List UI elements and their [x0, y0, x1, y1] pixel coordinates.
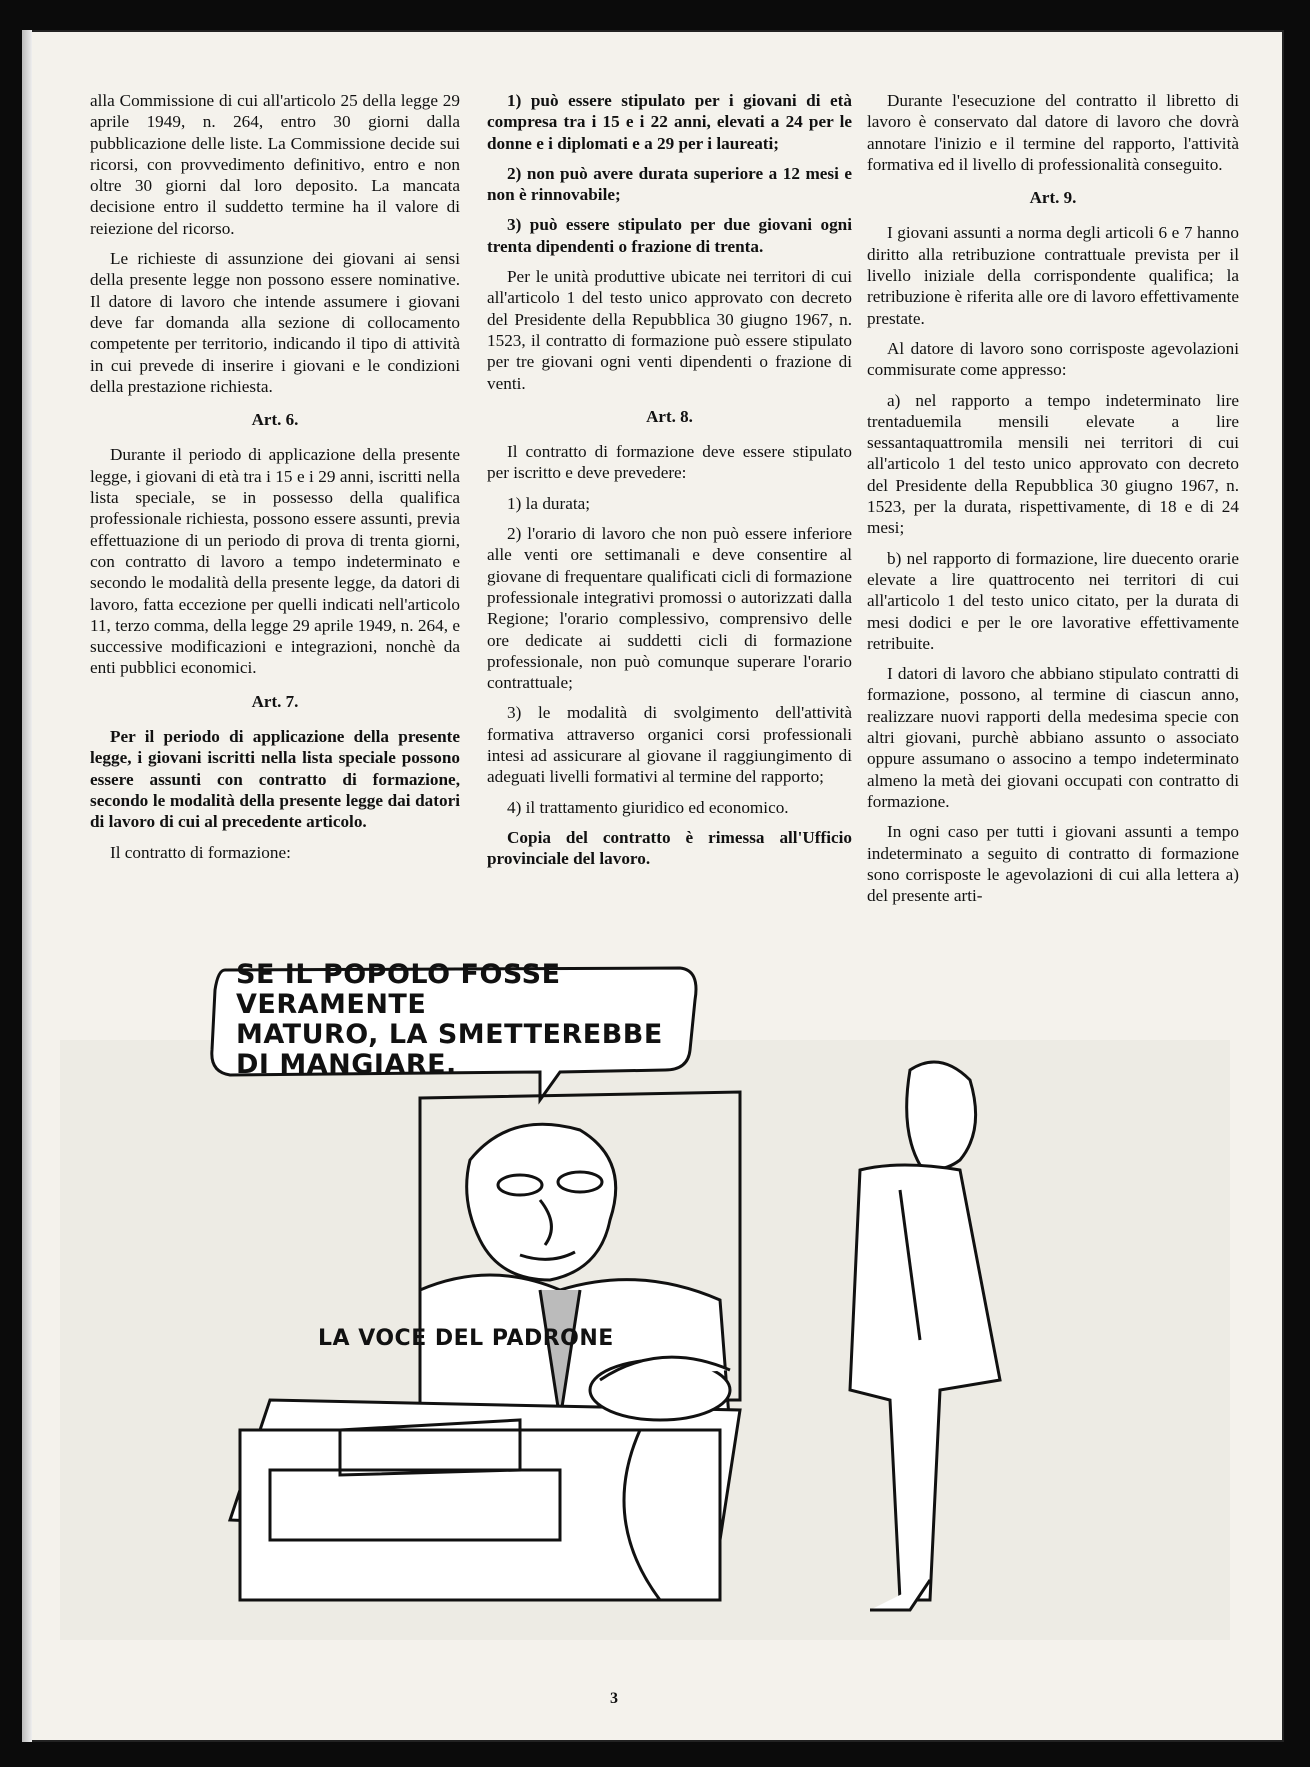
article-heading: Art. 8. — [646, 406, 693, 426]
paragraph: Durante il periodo di applicazione della presente legge, i giovani di età tra i 15 e i 29 anni, iscritti nella lista speciale, se in possesso della qualifica professionale richiesta, possono essere assunti, previa effettuazione di un periodo di prova di trenta giorni, con contratto di lavoro a tempo indeterminato e secondo le modalità della presente legge, da datori di lavoro, fatta eccezione per quelli indicati nell'articolo 11, terzo comma, della legge 29 aprile 1949, n. 264, e successive modificazioni e integrazioni, nonchè da enti pubblici economici. — [90, 445, 460, 678]
text-column-3 — [867, 90, 1239, 915]
speech-line: SE IL POPOLO FOSSE VERAMENTE — [236, 959, 561, 1020]
paragraph: In ogni caso per tutti i giovani assunti a tempo indeterminato a seguito di contratto di formazione sono corrisposte le agevolazioni di cui alla lettera a) del presente arti- — [867, 822, 1239, 906]
paragraph: 2) l'orario di lavoro che non può essere inferiore alle venti ore settimanali e deve consentire al giovane di frequentare qualificati cicli di formazione professionale integrativi promossi o autorizzati dalla Regione; l'orario complessivo, comprensivo delle ore dedicate ai suddetti cicli di formazione professionale, non può comunque superare l'orario contrattuale; — [487, 524, 852, 693]
paragraph: Il contratto di formazione: — [110, 842, 291, 862]
paragraph: Al datore di lavoro sono corrisposte agevolazioni commisurate come appresso: — [867, 338, 1239, 380]
desk-label: LA VOCE DEL PADRONE — [318, 1326, 614, 1351]
paragraph: Il contratto di formazione deve essere stipulato per iscritto e deve prevedere: — [487, 442, 852, 483]
speech-bubble-text — [236, 960, 676, 1080]
paragraph: 3) può essere stipulato per due giovani ogni trenta dipendenti o frazione di trenta. — [487, 215, 852, 256]
paragraph: a) nel rapporto a tempo indeterminato lire trentaduemila mensili elevate a lire sessantaquattromila mensili nei territori di cui all'articolo 1 del testo unico approvato con decreto del Presidente della Repubblica 30 giugno 1967, n. 1523, per la durata, rispettivamente, di 18 e di 24 mesi; — [867, 390, 1239, 538]
paragraph: 4) il trattamento giuridico ed economico. — [507, 797, 789, 817]
article-heading: Art. 7. — [251, 691, 299, 711]
paragraph: 2) non può avere durata superiore a 12 mesi e non è rinnovabile; — [487, 163, 852, 205]
paragraph: alla Commissione di cui all'articolo 25 della legge 29 aprile 1949, n. 264, entro 30 giorni dalla pubblicazione delle liste. La Commissione decide sui ricorsi, con provvedimento definitivo, entro e non oltre 30 giorni dal loro deposito. La mancata decisione entro il suddetto termine ha il valore di reiezione del ricorso. — [90, 91, 460, 238]
paragraph: b) nel rapporto di formazione, lire duecento orarie elevate a lire quattrocento nei territori di cui all'articolo 1 del testo unico citato, per la durata di mesi dodici e per le ore lavorative effettivamente retribuite. — [867, 548, 1239, 653]
paragraph: Per le unità produttive ubicate nei territori di cui all'articolo 1 del testo unico approvato con decreto del Presidente della Repubblica 30 giugno 1967, n. 1523, il contratto di formazione può essere stipulato per tre giovani ogni venti dipendenti o frazione di venti. — [487, 267, 852, 393]
desk — [230, 1400, 740, 1600]
speech-line: MATURO, LA SMETTEREBBE — [236, 1019, 663, 1050]
article-heading: Art. 6. — [251, 410, 299, 430]
speech-line: DI MANGIARE. — [236, 1049, 457, 1080]
paragraph: Per il periodo di applicazione della presente legge, i giovani iscritti nella lista speciale possono essere assunti con contratto di formazione, secondo le modalità della presente legge dai datori di lavoro di cui al precedente articolo. — [90, 727, 460, 832]
paragraph: I datori di lavoro che abbiano stipulato contratti di formazione, possono, al termine di ciascun anno, realizzare nuovi rapporti della medesima specie con altri giovani, purchè abbiano assunto o associato oppure assumano o associno a tempo indeterminato almeno la metà dei giovani occupati con contratto di formazione. — [867, 664, 1239, 811]
paragraph: Durante l'esecuzione del contratto il libretto di lavoro è conservato dal datore di lavoro che dovrà annotare l'inizio e il termine del rapporto, l'attività formativa ed il livello di professionalità conseguito. — [867, 91, 1239, 174]
article-heading: Art. 9. — [1029, 188, 1077, 208]
paragraph: Copia del contratto è rimessa all'Ufficio provinciale del lavoro. — [487, 827, 852, 869]
paragraph: 3) le modalità di svolgimento dell'attività formativa attraverso organici corsi professionali intesi ad assicurare al giovane il raggiungimento di adeguati livelli formativi al termine del rapporto; — [487, 703, 852, 787]
text-column-2 — [487, 90, 852, 879]
text-column-1 — [90, 90, 460, 872]
paragraph: 1) può essere stipulato per i giovani di età compresa tra i 15 e i 22 anni, elevati a 24 per le donne e i diplomati e a 29 per i laureati; — [487, 91, 852, 153]
page-number: 3 — [610, 1690, 618, 1707]
paragraph: 1) la durata; — [507, 493, 591, 513]
paragraph: Le richieste di assunzione dei giovani ai sensi della presente legge non possono essere nominative. Il datore di lavoro che intende assumere i giovani deve far domanda alla sezione di collocamento competente per territorio, indicando il tipo di attività in cui prevede di inserire i giovani e le condizioni della prestazione richiesta. — [90, 249, 460, 396]
paragraph: I giovani assunti a norma degli articoli 6 e 7 hanno diritto alla retribuzione contrattuale prevista per il livello iniziale della corrispondente qualifica; la retribuzione è riferita alle ore di lavoro effettivamente prestate. — [867, 223, 1239, 328]
page-binding-edge — [22, 30, 32, 1742]
